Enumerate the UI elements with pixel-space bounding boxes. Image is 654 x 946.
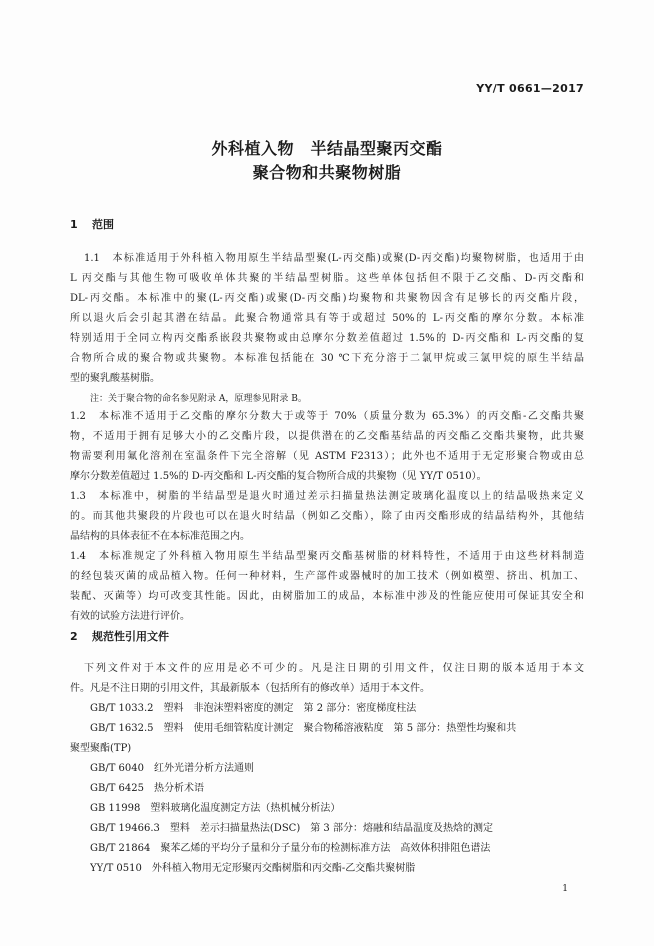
reference-item: GB/T 6425 热分析术语: [90, 783, 205, 794]
paragraph-line: 1.4 本标准规定了外科植入物用原生半结晶型聚丙交酯基树脂的材料特性，不适用于由这些材料制造: [70, 551, 584, 562]
paragraph-line: 有效的试验方法进行评价。: [70, 611, 190, 622]
reference-item: YY/T 0510 外科植入物用无定形聚丙交酯树脂和丙交酯-乙交酯共聚树脂: [90, 863, 416, 874]
paragraph-line: 的。而其他共聚段的片段也可以在退火时结晶（例如乙交酯），除了由丙交酯形成的结晶结构外，其他结: [70, 511, 584, 522]
reference-item-continuation: 聚型聚酯(TP): [70, 743, 132, 754]
document-title-line-2: 聚合物和共聚物树脂: [252, 163, 402, 182]
page-number: 1: [562, 884, 568, 894]
section-number: 1: [70, 218, 78, 231]
paragraph-line: 摩尔分数差值超过 1.5%的 D-丙交酯和 L-丙交酯的复合物所合成的共聚物（见 YY/T 0510）。: [70, 471, 487, 482]
reference-item: GB 11998 塑料玻璃化温度测定方法（热机械分析法）: [90, 803, 341, 814]
paragraph-line: L 丙交酯与其他生物可吸收单体共聚的半结晶型树脂。这些单体包括但不限于乙交酯、D-丙交酯和: [70, 273, 584, 284]
reference-item: GB/T 1033.2 塑料 非泡沫塑料密度的测定 第 2 部分：密度梯度柱法: [90, 703, 417, 714]
paragraph-line: 型的聚乳酸基树脂。: [70, 373, 160, 384]
paragraph-line: 所以退火后会引起其潜在结晶。此聚合物通常具有等于或超过 50%的 L-丙交酯的摩尔分数。本标准: [70, 313, 584, 324]
standard-code: YY/T 0661—2017: [476, 82, 584, 95]
paragraph-line: 1.2 本标准不适用于乙交酯的摩尔分数大于或等于 70%（质量分数为 65.3%）的丙交酯-乙交酯共聚: [70, 411, 584, 422]
section-title: 范围: [92, 218, 114, 231]
paragraph-line: 下列文件对于本文件的应用是必不可少的。凡是注日期的引用文件，仅注日期的版本适用于本文: [84, 663, 584, 674]
section-1-heading: [70, 216, 114, 232]
paragraph-line: 物，不适用于拥有足够大小的乙交酯片段，以提供潜在的乙交酯基结晶的丙交酯乙交酯共聚物，此共聚: [70, 431, 584, 442]
paragraph-line: 特别适用于全同立构丙交酯系嵌段共聚物或由总摩尔分数差值超过 1.5%的 D-丙交酯和 L-丙交酯的复: [70, 333, 584, 344]
paragraph-line: 的经包装灭菌的成品植入物。任何一种材料，生产部件或器械时的加工技术（例如模塑、挤出、机加工、: [70, 571, 584, 582]
reference-item: GB/T 21864 聚苯乙烯的平均分子量和分子量分布的检测标准方法 高效体积排阻色谱法: [90, 843, 491, 854]
section-number: 2: [70, 630, 78, 643]
paragraph-line: 装配、灭菌等）均可改变其性能。因此，由树脂加工的成品，本标准中涉及的性能应使用可保证其安全和: [70, 591, 584, 602]
paragraph-line: 晶结构的具体表征不在本标准范围之内。: [70, 531, 250, 542]
reference-item: GB/T 19466.3 塑料 差示扫描量热法(DSC) 第 3 部分：熔融和结晶温度及热焓的测定: [90, 823, 493, 834]
reference-item: GB/T 6040 红外光谱分析方法通则: [90, 763, 255, 774]
paragraph-line: 件。凡是不注日期的引用文件，其最新版本（包括所有的修改单）适用于本文件。: [70, 683, 430, 694]
paragraph-line: 合物所合成的聚合物或共聚物。本标准包括能在 30 ℃下充分溶于二氯甲烷或三氯甲烷的原生半结晶: [70, 353, 584, 364]
section-title: 规范性引用文件: [92, 630, 169, 643]
note-line: 注：关于聚合物的命名参见附录 A，原理参见附录 B。: [90, 394, 307, 404]
paragraph-line: 1.3 本标准中，树脂的半结晶型是退火时通过差示扫描量热法测定玻璃化温度以上的结晶吸热来定义: [70, 491, 584, 502]
paragraph-line: DL-丙交酯。本标准中的聚(L-丙交酯)或聚(D-丙交酯)均聚物和共聚物因含有足够长的丙交酯片段，: [70, 293, 584, 304]
document-title-line-1: 外科植入物 半结晶型聚丙交酯: [211, 139, 443, 158]
reference-item: GB/T 1632.5 塑料 使用毛细管粘度计测定 聚合物稀溶液粘度 第 5 部分：热塑性均聚和共: [90, 723, 517, 734]
paragraph-line: 1.1 本标准适用于外科植入物用原生半结晶型聚(L-丙交酯)或聚(D-丙交酯)均聚物树脂，也适用于由: [84, 253, 584, 264]
paragraph-line: 物需要利用氟化溶剂在室温条件下完全溶解（见 ASTM F2313）；此外也不适用于无定形聚合物或由总: [70, 451, 584, 462]
section-2-heading: [70, 628, 169, 644]
